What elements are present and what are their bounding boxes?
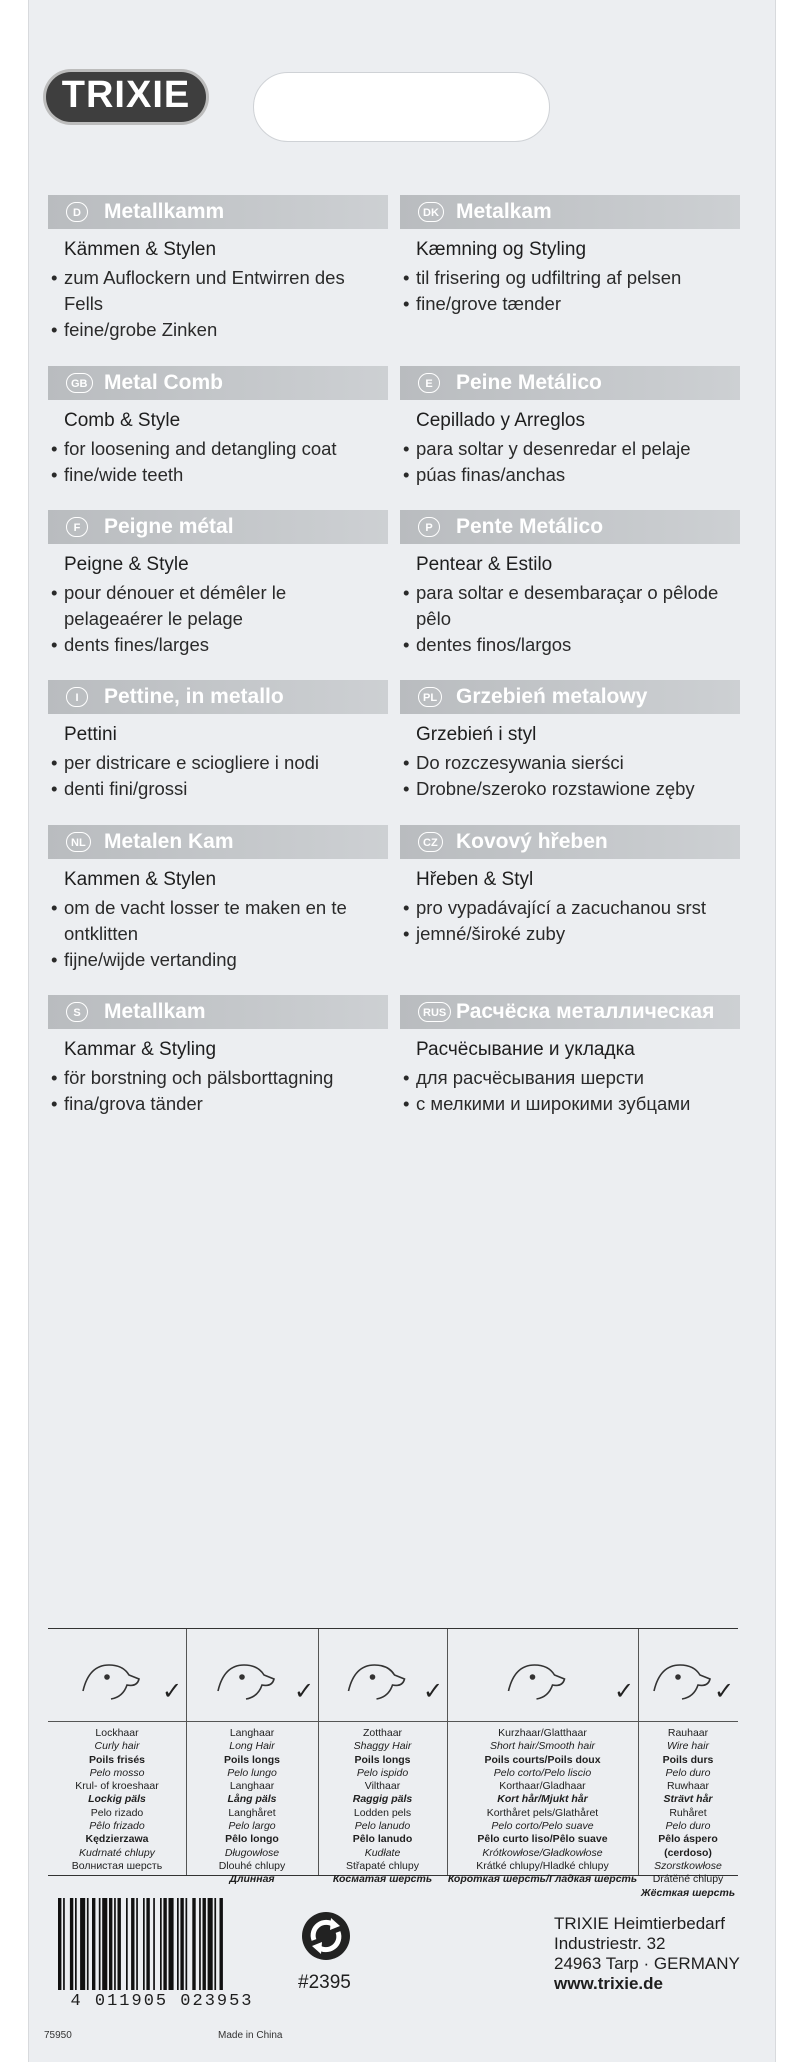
coat-type-name: Pêlo lanudo (352, 1833, 413, 1846)
coat-type-name: Lodden pels (353, 1806, 412, 1819)
section-title: Kovový hřeben (456, 830, 608, 853)
language-code-badge: CZ (418, 832, 443, 852)
feature-list (48, 750, 388, 802)
check-icon: ✓ (294, 1677, 315, 1705)
coat-type-name: Krul- of kroeshaar (75, 1780, 159, 1793)
coat-type-name: Pelo mosso (89, 1766, 145, 1779)
section-title: Peigne métal (104, 515, 234, 538)
coat-type-name: Wire hair (667, 1740, 709, 1753)
coat-type-name: Strävt hår (663, 1793, 713, 1806)
barcode-number: 4 011905 023953 (70, 1992, 254, 2011)
coat-type-name: Pelo lanudo (354, 1820, 411, 1833)
feature-item: • feine/grobe Zinken (64, 317, 388, 343)
coat-type-name: Poils courts/Poils doux (484, 1753, 601, 1766)
language-code-badge: NL (66, 832, 91, 852)
feature-list (400, 436, 740, 488)
address-line: 24963 Tarp · GERMANY (554, 1954, 740, 1973)
section-d (48, 195, 388, 343)
coat-type-name: Pelo duro (665, 1766, 711, 1779)
feature-list (400, 895, 740, 947)
section-s (48, 995, 388, 1117)
coat-type-name: Pelo rizado (90, 1806, 144, 1819)
feature-item: • fine/grove tænder (416, 291, 740, 317)
section-subtitle: Расчёсывание и укладка (416, 1039, 635, 1060)
language-code-badge: I (66, 687, 88, 707)
section-subtitle: Hřeben & Styl (416, 869, 534, 890)
section-subtitle: Pentear & Estilo (416, 554, 553, 575)
coat-type-name: Pêlo frizado (89, 1820, 145, 1833)
feature-list (48, 265, 388, 343)
coat-type-name: Poils frisés (88, 1753, 146, 1766)
feature-item: • zum Auflockern und Entwirren des Fells (64, 265, 388, 317)
coat-type-table (48, 1628, 738, 1899)
feature-item: • jemné/široké zuby (416, 921, 740, 947)
coat-type-name: Dlouhé chlupy (218, 1859, 286, 1872)
brand-name: TRIXIE (61, 74, 191, 116)
section-header (48, 195, 388, 229)
coat-type-names (447, 1727, 638, 1887)
coat-type-name: Curly hair (94, 1740, 140, 1753)
coat-type-name: Pelo ispido (356, 1766, 409, 1779)
section-nl (48, 825, 388, 973)
poodle-icon (48, 1647, 186, 1715)
coat-type-column (186, 1629, 319, 1886)
section-title: Metallkamm (104, 200, 225, 223)
coat-type-name: Длинная (229, 1873, 275, 1886)
coat-type-name: Raggig päls (352, 1793, 413, 1806)
coat-type-name: Poils longs (223, 1753, 280, 1766)
language-code-badge: D (66, 202, 88, 222)
section-subtitle: Kammen & Stylen (64, 869, 217, 890)
coat-type-name: Kudrnaté chlupy (79, 1846, 155, 1859)
section-title: Metalen Kam (104, 830, 234, 853)
feature-item: • om de vacht losser te maken en te ontklitten (64, 895, 388, 947)
coat-type-name: Lockhaar (95, 1727, 139, 1739)
coat-type-name: Lång päls (227, 1793, 277, 1806)
feature-item: • pour dénouer et démêler le pelageaérer le pelage (64, 580, 388, 632)
coat-type-name: Kurzhaar/Glatthaar (498, 1727, 587, 1739)
section-subtitle: Kammar & Styling (64, 1039, 217, 1060)
feature-item: • púas finas/anchas (416, 462, 740, 488)
coat-type-name: Pelo lungo (227, 1766, 277, 1779)
coat-type-name: Короткая шерсть/Гладкая шерсть (447, 1873, 638, 1886)
brand-logo (46, 66, 206, 126)
section-subtitle: Pettini (64, 724, 117, 745)
coat-type-name: Střapaté chlupy (346, 1859, 419, 1872)
section-p (400, 510, 740, 658)
section-subtitle: Cepillado y Arreglos (416, 410, 585, 431)
coat-type-name: Pêlo curto liso/Pêlo suave (477, 1833, 608, 1846)
recycle-icon (300, 1910, 352, 1962)
coat-type-name: Pêlo áspero (cerdoso) (658, 1833, 718, 1859)
feature-list (48, 1065, 388, 1117)
coat-type-name: Pelo corto/Pelo liscio (493, 1766, 592, 1779)
coat-type-name: Korthaar/Gladhaar (499, 1780, 586, 1793)
coat-type-name: Krátké chlupy/Hladké chlupy (476, 1859, 609, 1872)
coat-type-name: Langhåret (228, 1806, 276, 1819)
coat-type-name: Ruhåret (669, 1806, 707, 1819)
coat-type-name: Pêlo longo (225, 1833, 279, 1846)
coat-type-column (447, 1629, 639, 1886)
language-code-badge: S (66, 1002, 88, 1022)
section-header (400, 680, 740, 714)
coat-type-name: Ruwhaar (666, 1780, 710, 1793)
coat-type-name: Жёсткая шерсть (640, 1886, 736, 1899)
feature-list (48, 436, 388, 488)
feature-item: • fijne/wijde vertanding (64, 947, 388, 973)
coat-type-column (318, 1629, 448, 1886)
feature-item: • para soltar e desembaraçar o pêlode pêlo (416, 580, 740, 632)
feature-item: • para soltar y desenredar el pelaje (416, 436, 740, 462)
check-icon: ✓ (614, 1677, 635, 1705)
section-title: Metallkam (104, 1000, 206, 1023)
language-code-badge: DK (418, 202, 444, 222)
coat-type-name: Lockig päls (88, 1793, 146, 1806)
section-title: Metal Comb (104, 371, 224, 394)
feature-item: • til frisering og udfiltring af pelsen (416, 265, 740, 291)
coat-type-name: Zotthaar (362, 1727, 403, 1739)
coat-type-name: Kędzierzawa (85, 1833, 149, 1846)
feature-item: • Do rozczesywania sierści (416, 750, 740, 776)
section-header (48, 825, 388, 859)
section-subtitle: Comb & Style (64, 410, 181, 431)
section-title: Pettine, in metallo (104, 685, 284, 708)
section-cz (400, 825, 740, 947)
article-code: 75950 (44, 2030, 72, 2041)
coat-type-name: Short hair/Smooth hair (489, 1740, 596, 1753)
language-code-badge: F (66, 517, 88, 537)
section-header (48, 366, 388, 400)
feature-item: • dentes finos/largos (416, 632, 740, 658)
coat-type-names (186, 1727, 318, 1887)
coat-type-name: Kort hår/Mjukt hår (497, 1793, 588, 1806)
coat-type-name: Drátěné chlupy (652, 1873, 724, 1886)
section-title: Расчёска металлическая (456, 1000, 715, 1023)
feature-list (400, 750, 740, 802)
coat-type-name: Long Hair (229, 1740, 275, 1753)
section-dk (400, 195, 740, 317)
feature-item: • для расчёсывания шерсти (416, 1065, 740, 1091)
made-in-label: Made in China (218, 2030, 283, 2041)
coat-type-name: Pelo largo (228, 1820, 276, 1833)
language-code-badge: RUS (418, 1002, 451, 1022)
coat-type-name: Langhaar (229, 1727, 275, 1739)
coat-type-column (638, 1629, 738, 1899)
section-header (400, 510, 740, 544)
coat-type-name: Pelo duro (665, 1820, 711, 1833)
feature-item: • denti fini/grossi (64, 776, 388, 802)
section-header (48, 995, 388, 1029)
coat-type-name: Rauhaar (667, 1727, 709, 1739)
feature-item: • Drobne/szeroko rozstawione zęby (416, 776, 740, 802)
section-pl (400, 680, 740, 802)
coat-type-column (48, 1629, 187, 1875)
feature-item: • с мелкими и широкими зубцами (416, 1091, 740, 1117)
coat-type-name: Shaggy Hair (353, 1740, 412, 1753)
feature-item: • för borstning och pälsborttagning (64, 1065, 388, 1091)
feature-list (400, 580, 740, 658)
long-hair-dog-icon (186, 1647, 318, 1715)
section-subtitle: Grzebień i styl (416, 724, 537, 745)
coat-type-name: Korthåret pels/Glathåret (486, 1806, 599, 1819)
coat-type-name: Kudłate (364, 1846, 401, 1859)
section-header (400, 995, 740, 1029)
coat-type-name: Poils longs (354, 1753, 411, 1766)
language-code-badge: PL (418, 687, 442, 707)
coat-type-names (48, 1727, 186, 1873)
section-subtitle: Peigne & Style (64, 554, 189, 575)
coat-type-names (318, 1727, 447, 1887)
feature-item: • fine/wide teeth (64, 462, 388, 488)
feature-item: • pro vypadávající a zacuchanou srst (416, 895, 740, 921)
coat-type-name: Волнистая шерсть (71, 1859, 163, 1872)
language-code-badge: E (418, 373, 440, 393)
coat-type-name: Langhaar (229, 1780, 275, 1793)
feature-list (48, 580, 388, 658)
language-code-badge: P (418, 517, 440, 537)
address-line: Industriestr. 32 (554, 1934, 666, 1953)
section-header (400, 195, 740, 229)
check-icon: ✓ (714, 1677, 735, 1705)
hang-hole (253, 72, 550, 142)
coat-type-name: Vilthaar (364, 1780, 401, 1793)
wire-hair-dog-icon (638, 1647, 738, 1715)
section-e (400, 366, 740, 488)
section-title: Pente Metálico (456, 515, 604, 538)
section-subtitle: Kæmning og Styling (416, 239, 587, 260)
section-title: Grzebień metalowy (456, 685, 648, 708)
coat-type-name: Krótkowłose/Gładkowłose (482, 1846, 603, 1859)
section-header (400, 825, 740, 859)
website-link[interactable]: www.trixie.de (554, 1974, 663, 1993)
coat-type-name: Pelo corto/Pelo suave (491, 1820, 594, 1833)
section-title: Peine Metálico (456, 371, 602, 394)
feature-item: • dents fines/larges (64, 632, 388, 658)
feature-list (48, 895, 388, 973)
section-header (48, 510, 388, 544)
coat-type-names (638, 1727, 738, 1900)
language-code-badge: GB (66, 373, 93, 393)
feature-item: • fina/grova tänder (64, 1091, 388, 1117)
section-rus (400, 995, 740, 1117)
feature-item: • per districare e sciogliere i nodi (64, 750, 388, 776)
coat-type-name: Косматая шерсть (332, 1873, 433, 1886)
check-icon: ✓ (162, 1677, 183, 1705)
section-gb (48, 366, 388, 488)
check-icon: ✓ (423, 1677, 444, 1705)
section-f (48, 510, 388, 658)
coat-type-name: Szorstkowłose (654, 1859, 722, 1872)
article-number: #2395 (298, 1972, 351, 1993)
feature-list (400, 1065, 740, 1117)
address-line: TRIXIE Heimtierbedarf (554, 1914, 725, 1933)
shaggy-dog-icon (318, 1647, 447, 1715)
barcode (52, 1898, 272, 1994)
section-subtitle: Kämmen & Stylen (64, 239, 217, 260)
section-i (48, 680, 388, 802)
feature-list (400, 265, 740, 317)
section-header (48, 680, 388, 714)
short-hair-dog-icon (447, 1647, 638, 1715)
section-title: Metalkam (456, 200, 552, 223)
company-address (554, 1914, 740, 1994)
coat-type-name: Poils durs (662, 1753, 714, 1766)
feature-item: • for loosening and detangling coat (64, 436, 388, 462)
section-header (400, 366, 740, 400)
coat-type-name: Długowłose (224, 1846, 280, 1859)
